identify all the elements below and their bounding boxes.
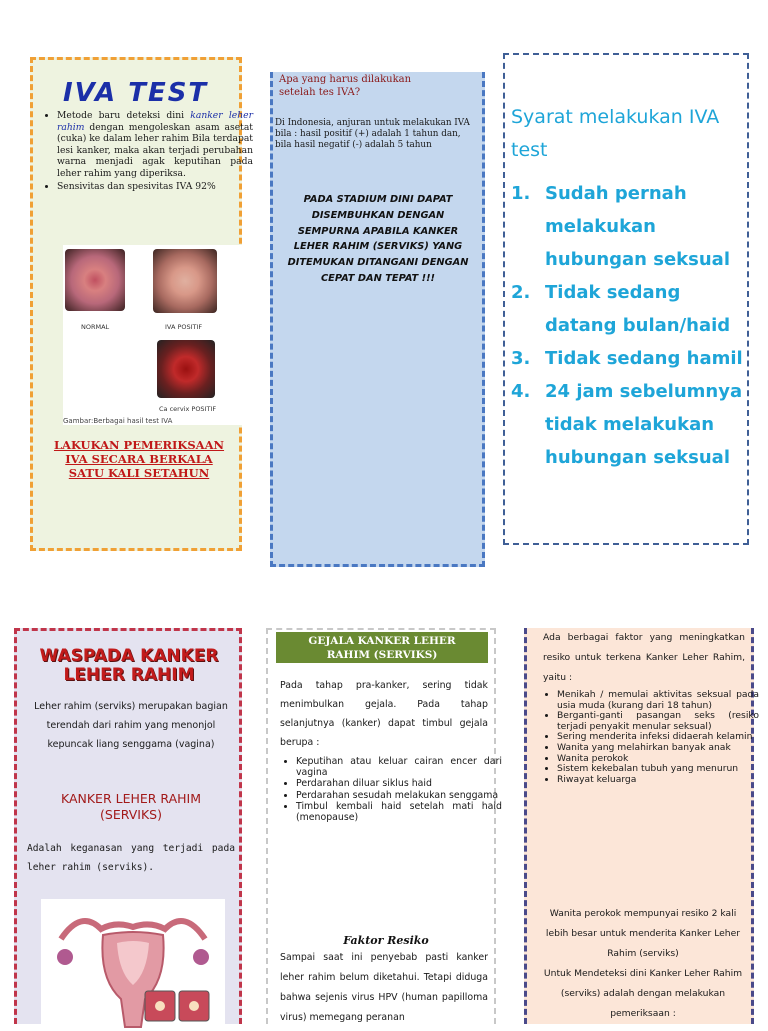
iva-photos: [63, 245, 249, 425]
risk-factors-list: [545, 690, 759, 785]
symptoms-intro: Pada tahap pra-kanker, sering tidak menimbulkan gejala. Pada tahap selanjutnya (kanker) dapat timbul gejala berupa :: [280, 680, 488, 748]
uterus-illustration: [41, 899, 225, 1027]
requirements-list: [511, 177, 743, 474]
info-paragraph: Di Indonesia, anjuran untuk melakukan IVA bila : hasil positif (+) adalah 1 tahun dan, bila hasil negatif (-) adalah 5 tahun: [275, 118, 470, 150]
panel-title: WASPADA KANKER LEHER RAHIM: [39, 646, 219, 685]
iva-info-list: [41, 110, 253, 193]
panel-title: IVA TEST: [63, 78, 209, 108]
image-caption: Gambar:Berbagai hasil test IVA: [63, 417, 173, 425]
list-item: • Timbul kembali haid setelah mati haid (menopause): [296, 801, 502, 823]
list-item: • Keputihan atau keluar cairan encer dari vagina: [296, 756, 502, 778]
symptoms-panel: [266, 628, 502, 1024]
subheading: KANKER LEHER RAHIM (SERVIKS): [60, 791, 202, 822]
after-test-panel: [270, 72, 485, 567]
symptoms-heading: GEJALA KANKER LEHER RAHIM (SERVIKS): [276, 632, 488, 663]
requirements-panel: [503, 53, 749, 545]
risk-factor-text: Sampai saat ini penyebab pasti kanker leher rahim belum diketahui. Tetapi diduga bahwa sejenis virus HPV (human papilloma virus) memegang peranan: [280, 952, 488, 1023]
iva-positive-image: [153, 249, 217, 313]
list-item: 1. Sudah pernah melakukan hubungan seksual: [511, 183, 730, 270]
photo-caption: IVA POSITIF: [165, 323, 203, 331]
uterus-diagram-icon: [41, 899, 225, 1027]
risk-factor-title: Faktor Resiko: [343, 934, 429, 947]
highlight-text: kanker leher rahim: [57, 110, 253, 133]
list-item: 2. Tidak sedang datang bulan/haid: [511, 282, 731, 336]
cancer-definition: Adalah keganasan yang terjadi pada leher rahim (serviks).: [27, 843, 235, 873]
list-item: • Wanita perokok: [557, 754, 759, 765]
list-item: • Metode baru deteksi dini kanker leher rahim dengan mengoleskan asam asetat (cuka) ke dalam leher rahim Bila terdapat lesi kanker, maka akan terjadi perubahan warna menjadi agak keputihan pada leher rahim yang diperiksa.: [57, 110, 253, 180]
list-item: • Menikah / memulai aktivitas seksual pada usia muda (kurang dari 18 tahun): [557, 690, 759, 711]
normal-cervix-image: [65, 249, 125, 311]
list-item: • Perdarahan sesudah melakukan senggama: [296, 790, 502, 801]
risk-intro: Ada berbagai faktor yang meningkatkan resiko untuk terkena Kanker Leher Rahim, yaitu :: [543, 632, 745, 683]
list-item: 3. Tidak sedang hamil: [511, 348, 743, 369]
list-item: • Berganti-ganti pasangan seks (resiko terjadi penyakit menular seksual): [557, 711, 759, 732]
waspada-panel: [14, 628, 242, 1024]
list-item: 4. 24 jam sebelumnya tidak melakukan hubungan seksual: [511, 381, 743, 468]
photo-caption: Ca cervix POSITIF: [159, 405, 217, 413]
list-item: • Riwayat keluarga: [557, 775, 759, 786]
list-item: • Sistem kekebalan tubuh yang menurun: [557, 764, 759, 775]
list-item: • Sering menderita infeksi didaerah kelamin: [557, 732, 759, 743]
ca-cervix-image: [157, 340, 215, 398]
call-to-action: LAKUKAN PEMERIKSAAN IVA SECARA BERKALA SATU KALI SETAHUN: [53, 438, 225, 480]
question-heading: Apa yang harus dilakukan setelah tes IVA?: [279, 74, 412, 98]
risk-factors-panel: [524, 628, 759, 1024]
requirements-heading: Syarat melakukan IVA test: [511, 106, 720, 161]
list-item: • Perdarahan diluar siklus haid: [296, 778, 502, 789]
smoker-risk-note: Wanita perokok mempunyai resiko 2 kali lebih besar untuk menderita Kanker Leher Rahim (serviks) Untuk Mendeteksi dini Kanker Leher Rahim (serviks) adalah dengan melakukan pemeriksaan :: [543, 908, 743, 1019]
stadium-message: PADA STADIUM DINI DAPAT DISEMBUHKAN DENGAN SEMPURNA APABILA KANKER LEHER RAHIM (SERVIKS) YANG DITEMUKAN DITANGANI DENGAN CEPAT DAN TEPAT !!!: [287, 194, 469, 284]
list-item: • Sensivitas dan spesivitas IVA 92%: [57, 181, 253, 193]
iva-test-panel: [30, 57, 253, 551]
photo-caption: NORMAL: [81, 323, 110, 331]
definition-paragraph: Leher rahim (serviks) merupakan bagian terendah dari rahim yang menonjol kepuncak liang senggama (vagina): [34, 701, 228, 750]
list-item: • Wanita yang melahirkan banyak anak: [557, 743, 759, 754]
symptoms-list: [282, 756, 502, 823]
